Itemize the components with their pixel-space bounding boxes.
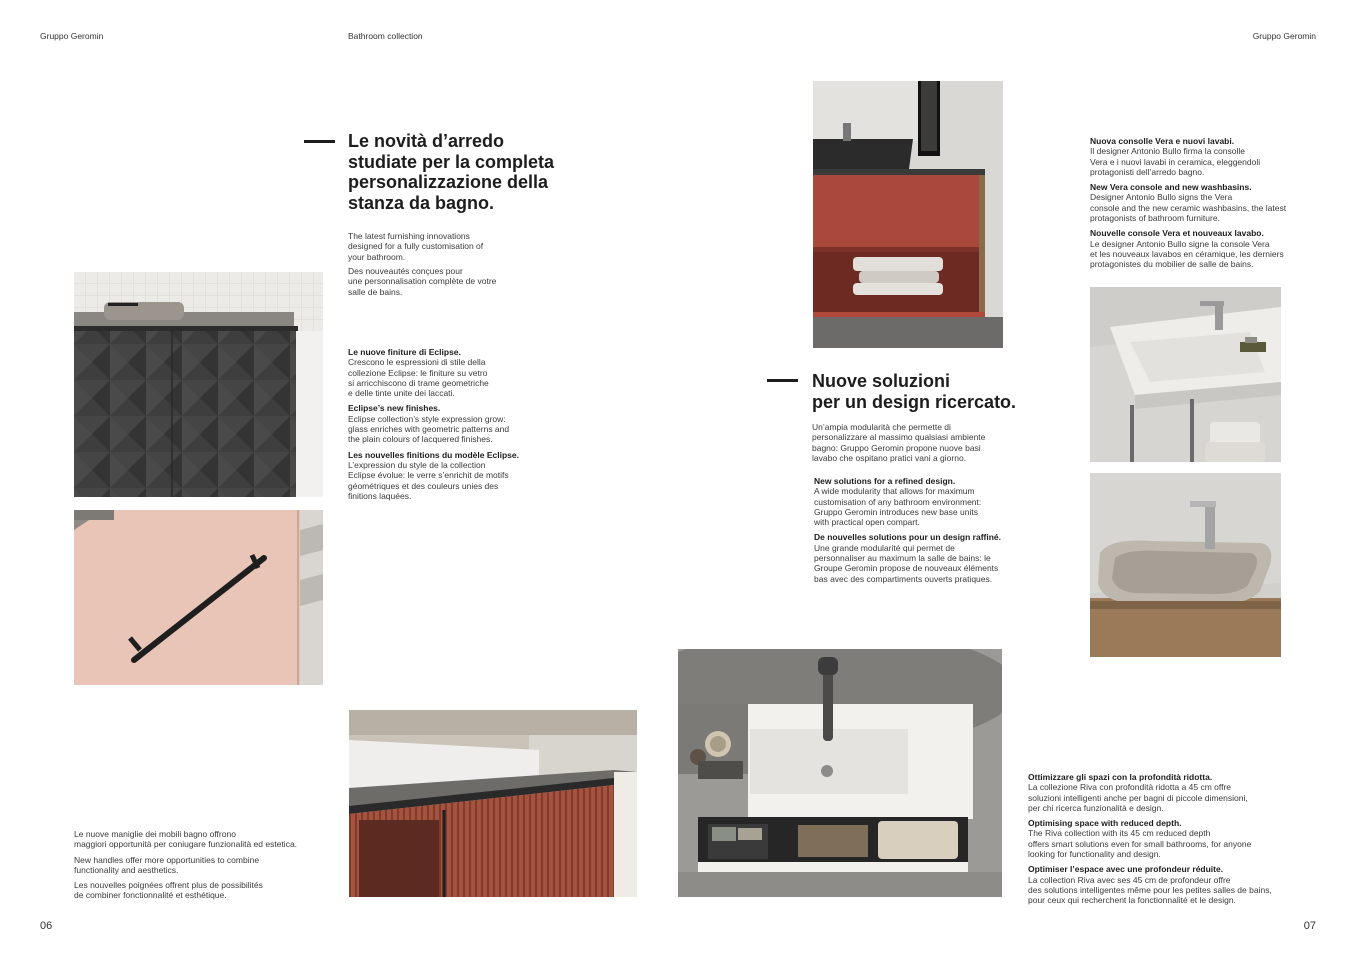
- riva-body-fr: La collection Riva avec ses 45 cm de profondeur offre des solutions intelligentes même pour les petites salles de bains, pour ceux qui recherchent la fonctionnalité et le design.: [1028, 874, 1272, 906]
- vera-heading-fr: Nouvelle console Vera et nouveaux lavabo.: [1090, 228, 1264, 239]
- intro-it-right: Un’ampia modularità che permette di personalizzare al massimo qualsiasi ambiente bagno: Gruppo Geromin propone nuove basi lavabo che ospitano pratici vani a giorno.: [812, 422, 986, 463]
- riva-block: [1028, 772, 1272, 911]
- riva-washbasin-photo: [678, 649, 1002, 897]
- eclipse-item-en: [348, 403, 519, 444]
- solutions-item-fr: [814, 532, 1001, 583]
- title-dash-right: [767, 379, 798, 382]
- eclipse-heading-fr: Les nouvelles finitions du modèle Eclipse.: [348, 449, 519, 460]
- handle-detail-photo: [74, 510, 323, 685]
- riva-item-fr: [1028, 864, 1272, 905]
- eclipse-heading-it: Le nuove finiture di Eclipse.: [348, 347, 461, 357]
- eclipse-item-fr: [348, 450, 519, 501]
- title-dash: [304, 140, 335, 143]
- riva-heading-fr: Optimiser l’espace avec une profondeur réduite.: [1028, 864, 1224, 875]
- riva-body-it: La collezione Riva con profondità ridotta a 45 cm offre soluzioni intelligenti anche per bagni di piccole dimensioni, per chi ricerca funzionalità e design.: [1028, 782, 1248, 813]
- riva-item-it: [1028, 772, 1272, 813]
- page-number-left: 06: [40, 920, 53, 932]
- section-title: Bathroom collection: [348, 31, 423, 41]
- riva-heading-it: Ottimizzare gli spazi con la profondità ridotta.: [1028, 772, 1213, 782]
- vera-console-photo: [1090, 287, 1281, 462]
- vera-body-fr: Le designer Antonio Bullo signe la console Vera et les nouveaux lavabos en céramique, les derniers protagonistes du mobilier de salle de bains.: [1090, 238, 1284, 270]
- open-shelf-vanity-photo: [813, 81, 1003, 348]
- brand-left: Gruppo Geromin: [40, 31, 104, 41]
- page-number-right: 07: [1303, 920, 1316, 932]
- intro-en: The latest furnishing innovations designed for a fully customisation of your bathroom.: [348, 231, 484, 262]
- vessel-washbasin-photo: [1090, 473, 1281, 657]
- eclipse-body-it: Crescono le espressioni di stile della collezione Eclipse: le finiture su vetro si arricchiscono di trame geometriche e delle tinte unite dei laccati.: [348, 357, 489, 399]
- right-page-title: Nuove soluzioni per un design ricercato.: [812, 371, 1017, 412]
- vera-item-it: [1090, 136, 1286, 177]
- handles-en: New handles offer more opportunities to combine functionality and aesthetics.: [74, 854, 260, 875]
- handles-fr: Les nouvelles poignées offrent plus de possibilités de combiner fonctionnalité et esthétique.: [74, 880, 263, 901]
- ribbed-vanity-photo: [349, 710, 637, 897]
- solutions-body-en: A wide modularity that allows for maximum customisation of any bathroom environment: Gruppo Geromin introduces new base units with practical open compart.: [814, 486, 982, 528]
- intro-fr: Des nouveautés conçues pour une personnalisation complète de votre salle de bains.: [348, 266, 497, 297]
- eclipse-body-en: Eclipse collection’s style expression grow: glass enriches with geometric patterns and the plain colours of lacquered finishes.: [348, 413, 510, 445]
- solutions-body-fr: Une grande modularité qui permet de personnaliser au maximum la salle de bains: le Groupe Geromin propose de nouveaux éléments bas avec des compartiments ouverts pratiques.: [814, 542, 999, 584]
- vera-heading-en: New Vera console and new washbasins.: [1090, 182, 1252, 193]
- riva-body-en: The Riva collection with its 45 cm reduced depth offers smart solutions even for small bathrooms, for anyone looking for functionality and design.: [1028, 828, 1252, 860]
- eclipse-heading-en: Eclipse’s new finishes.: [348, 403, 441, 414]
- eclipse-item-it: [348, 347, 519, 398]
- brand-right: Gruppo Geromin: [1252, 31, 1316, 41]
- left-page-title: Le novità d’arredo studiate per la completa personalizzazione della stanza da bagno.: [348, 131, 555, 213]
- handles-block: [74, 829, 297, 906]
- vera-block: [1090, 136, 1286, 275]
- vera-item-fr: [1090, 228, 1286, 269]
- vera-heading-it: Nuova consolle Vera e nuovi lavabi.: [1090, 136, 1235, 146]
- riva-heading-en: Optimising space with reduced depth.: [1028, 818, 1182, 829]
- eclipse-body-fr: L’expression du style de la collection Eclipse évolue: le verre s’enrichit de motifs géométriques et des couleurs unies des finitions laquées.: [348, 459, 509, 501]
- vera-body-it: Il designer Antonio Bullo firma la consolle Vera e i nuovi lavabi in ceramica, eleggendoli protagonisti dell’arredo bagno.: [1090, 146, 1261, 177]
- solutions-block: [814, 476, 1001, 589]
- riva-item-en: [1028, 818, 1272, 859]
- vera-item-en: [1090, 182, 1286, 223]
- eclipse-block: [348, 347, 519, 506]
- vera-body-en: Designer Antonio Bullo signs the Vera console and the new ceramic washbasins, the latest protagonists of bathroom furniture.: [1090, 192, 1287, 224]
- handles-it: Le nuove maniglie dei mobili bagno offrono maggiori opportunità per coniugare funzionalità ed estetica.: [74, 829, 298, 850]
- solutions-heading-fr: De nouvelles solutions pour un design raffiné.: [814, 532, 1002, 543]
- solutions-heading-en: New solutions for a refined design.: [814, 476, 956, 486]
- eclipse-cabinet-photo: [74, 272, 323, 497]
- solutions-item-en: [814, 476, 1001, 527]
